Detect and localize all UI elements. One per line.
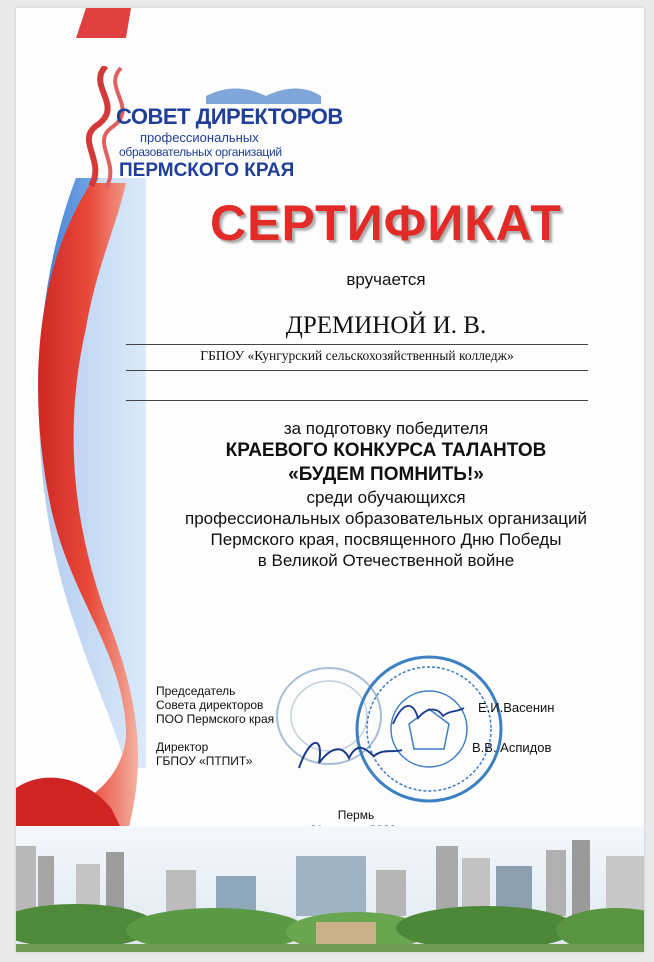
recipient-underline xyxy=(126,344,588,345)
logo-subtitle-1: профессиональных xyxy=(140,130,259,145)
blank-underline xyxy=(126,400,588,401)
issue-city: Пермь xyxy=(337,808,375,822)
certificate-body xyxy=(136,418,636,571)
contest-name-line-2: «БУДЕМ ПОМНИТЬ!» xyxy=(288,464,484,485)
director-title-line-1: Директор xyxy=(156,740,209,754)
logo-title: СОВЕТ ДИРЕКТОРОВ xyxy=(116,104,343,129)
chair-title-line-2: Совета директоров xyxy=(156,698,264,712)
chair-title xyxy=(156,684,274,726)
body-line-5: профессиональных образовательных организаций xyxy=(185,509,587,528)
director-name: В.В. Аспидов xyxy=(472,740,552,755)
recipient-organization: ГБПОУ «Кунгурский сельскохозяйственный колледж» xyxy=(200,348,514,363)
logo-region: ПЕРМСКОГО КРАЯ xyxy=(119,160,295,181)
logo-subtitle-2: образовательных организаций xyxy=(119,145,282,159)
body-line-6: Пермского края, посвященного Дню Победы xyxy=(210,530,562,549)
city-panorama-illustration xyxy=(16,826,644,952)
body-line-7: в Великой Отечественной войне xyxy=(257,551,515,570)
chair-signature xyxy=(388,696,468,732)
recipient-name: ДРЕМИНОЙ И. В. xyxy=(285,312,487,339)
organization-underline xyxy=(126,370,588,371)
director-title xyxy=(156,740,252,768)
chair-name: Е.И.Васенин xyxy=(478,700,555,715)
certificate-page xyxy=(16,8,644,952)
body-line-4: среди обучающихся xyxy=(306,488,466,507)
chair-title-line-1: Председатель xyxy=(156,684,236,698)
certificate-title: СЕРТИФИКАТ xyxy=(210,195,562,251)
awarded-label: вручается xyxy=(346,270,426,289)
contest-name-line-1: КРАЕВОГО КОНКУРСА ТАЛАНТОВ xyxy=(225,440,547,461)
director-signature xyxy=(294,728,404,778)
chair-title-line-3: ПОО Пермского края xyxy=(156,712,275,726)
director-title-line-2: ГБПОУ «ПТПИТ» xyxy=(156,754,253,768)
body-line-1: за подготовку победителя xyxy=(283,419,489,438)
